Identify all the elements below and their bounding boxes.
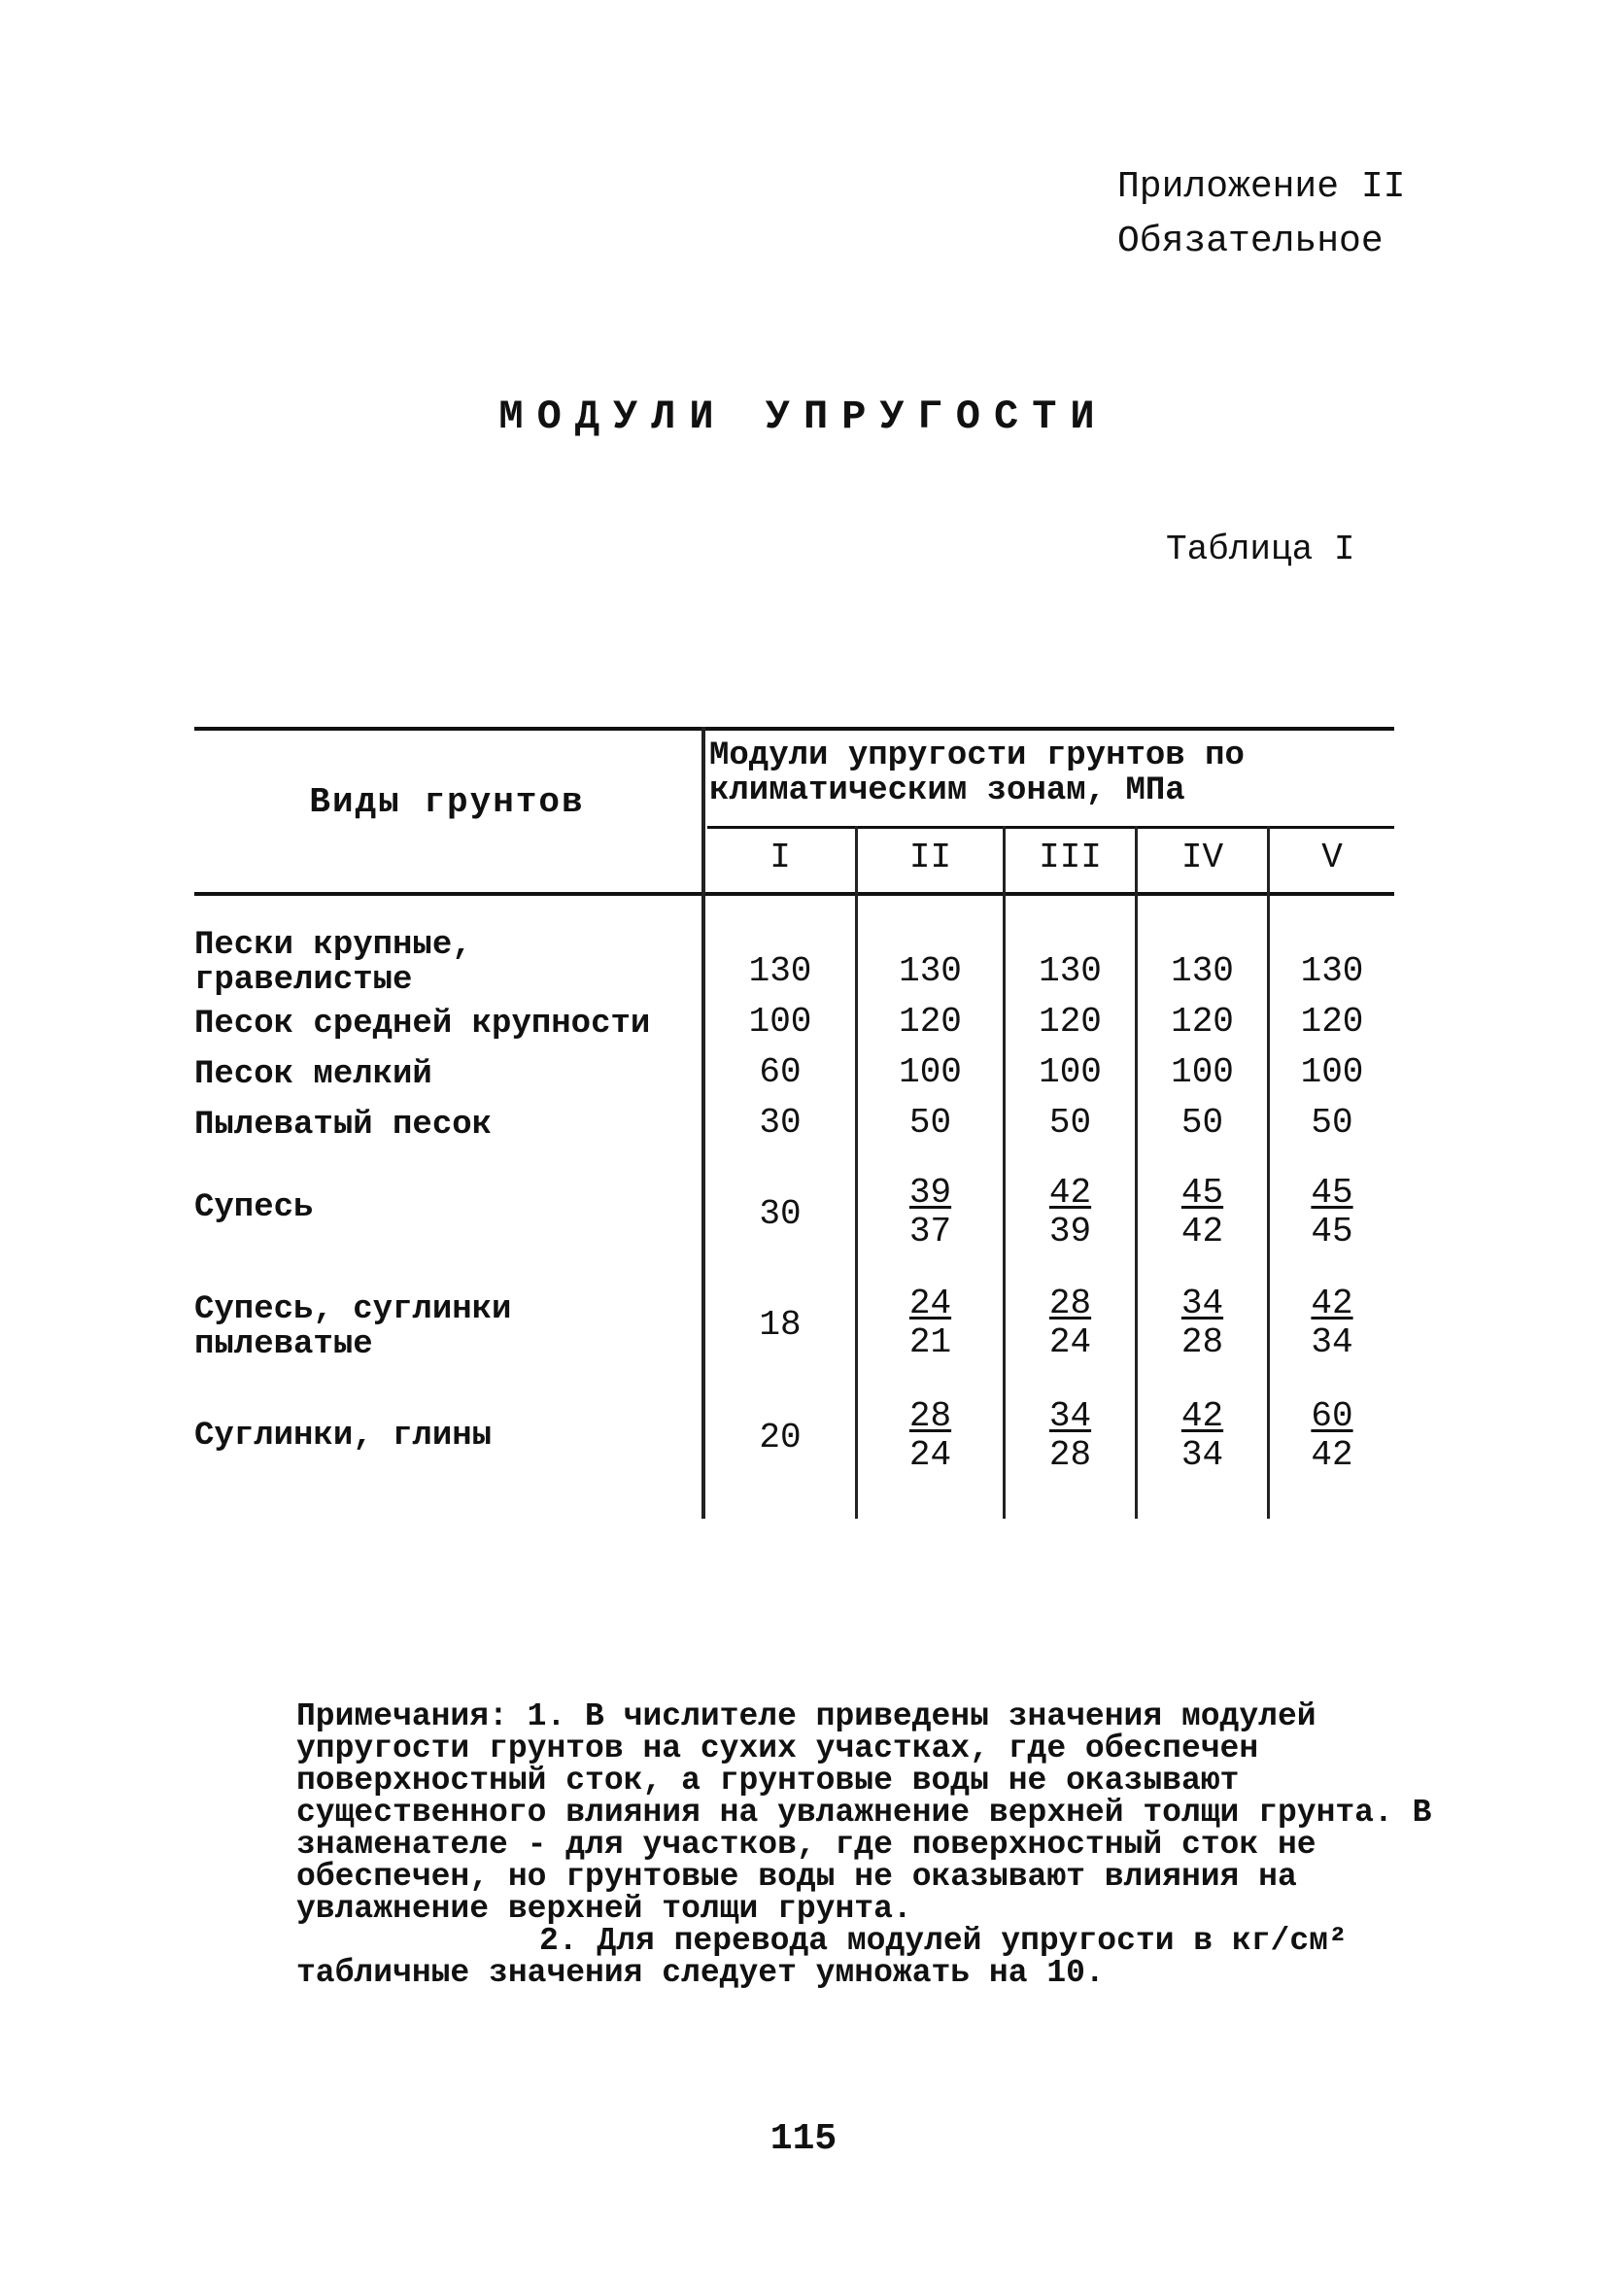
- table-cell: 120: [1300, 1002, 1364, 1042]
- fraction-value: [1006, 1285, 1135, 1362]
- table-cell: 20: [759, 1418, 802, 1457]
- denominator-wet: 34: [1180, 1435, 1224, 1475]
- denominator-wet: 39: [1048, 1212, 1092, 1251]
- table-cell: 30: [759, 1194, 802, 1234]
- zone-header-5: V: [1321, 838, 1343, 877]
- fraction-value: [858, 1397, 1003, 1475]
- numerator-dry: 34: [1048, 1396, 1092, 1436]
- notes: [296, 1700, 1443, 1989]
- table-cell: [1006, 1397, 1135, 1475]
- numerator-dry: 28: [908, 1396, 952, 1436]
- table-cell: 100: [1171, 1052, 1234, 1092]
- table-label: Таблица I: [1166, 530, 1355, 569]
- table-row-label: Супесь: [194, 1189, 314, 1226]
- zone-header-2: II: [908, 838, 952, 877]
- fraction-value: [858, 1174, 1003, 1251]
- table-cell: [1138, 1285, 1267, 1362]
- table-cell: 100: [748, 1002, 812, 1042]
- table-cell: 100: [899, 1052, 962, 1092]
- denominator-wet: 45: [1311, 1212, 1353, 1251]
- zone-header-4: IV: [1180, 838, 1224, 877]
- denominator-wet: 42: [1180, 1212, 1224, 1251]
- numerator-dry: 60: [1311, 1396, 1353, 1436]
- numerator-dry: 28: [1048, 1284, 1092, 1323]
- denominator-wet: 21: [908, 1322, 952, 1362]
- table-cell: [1270, 1397, 1394, 1475]
- table-top-rule: [194, 727, 1394, 731]
- note-1: Примечания: 1. В числителе приведены значения модулей упругости грунтов на сухих участках, где обеспечен поверхностный сток, а грунтовые воды не оказывают существенного влияния на увлажнение верхней толщи грунта. В знаменателе - для участков, где поверхностный сток не обеспечен, но грунтовые воды не оказывают влияния на увлажнение верхней толщи грунта.: [296, 1698, 1432, 1927]
- denominator-wet: 34: [1311, 1322, 1353, 1362]
- header-bottom-rule: [194, 892, 1394, 896]
- table-row-label: Пески крупные, гравелистые: [194, 927, 472, 999]
- table-cell: 60: [759, 1052, 802, 1092]
- table-cell: [1006, 1174, 1135, 1251]
- page-title: МОДУЛИ УПРУГОСТИ: [498, 394, 1109, 440]
- numerator-dry: 24: [908, 1284, 952, 1323]
- table-cell: 50: [1180, 1103, 1224, 1143]
- table-cell: 120: [1171, 1002, 1234, 1042]
- numerator-dry: 42: [1048, 1173, 1092, 1213]
- table-cell: 50: [908, 1103, 952, 1143]
- denominator-wet: 28: [1048, 1435, 1092, 1475]
- denominator-wet: 42: [1311, 1435, 1353, 1475]
- table-row-label: Супесь, суглинки пылеватые: [194, 1291, 512, 1363]
- fraction-value: [1270, 1397, 1394, 1475]
- fraction-value: [1006, 1174, 1135, 1251]
- fraction-value: [1138, 1174, 1267, 1251]
- denominator-wet: 28: [1180, 1322, 1224, 1362]
- table-cell: [1138, 1174, 1267, 1251]
- appendix-status: Обязательное: [1117, 221, 1384, 262]
- table-cell: 50: [1311, 1103, 1353, 1143]
- appendix-label: [1117, 160, 1405, 269]
- zones-rule: [707, 826, 1394, 829]
- table-cell: [858, 1397, 1003, 1475]
- fraction-value: [1006, 1397, 1135, 1475]
- table-cell: [1270, 1174, 1394, 1251]
- column-header-soil-types: Виды грунтов: [309, 782, 585, 822]
- table-cell: 120: [1039, 1002, 1102, 1042]
- table-cell: 120: [899, 1002, 962, 1042]
- table-cell: 50: [1048, 1103, 1092, 1143]
- page-number: 115: [769, 2118, 838, 2160]
- zone-header-1: I: [769, 838, 791, 877]
- appendix-number: Приложение II: [1117, 166, 1406, 208]
- zone-header-3: III: [1039, 838, 1102, 877]
- table-cell: [858, 1285, 1003, 1362]
- denominator-wet: 37: [908, 1212, 952, 1251]
- table-cell: 130: [899, 951, 962, 991]
- denominator-wet: 24: [1048, 1322, 1092, 1362]
- table-cell: [1006, 1285, 1135, 1362]
- numerator-dry: 45: [1180, 1173, 1224, 1213]
- numerator-dry: 45: [1311, 1173, 1353, 1213]
- table-cell: 130: [748, 951, 812, 991]
- table-cell: 130: [1300, 951, 1364, 991]
- table-cell: [858, 1174, 1003, 1251]
- denominator-wet: 24: [908, 1435, 952, 1475]
- table-cell: 30: [759, 1103, 802, 1143]
- fraction-value: [1270, 1174, 1394, 1251]
- table-cell: [1138, 1397, 1267, 1475]
- numerator-dry: 42: [1311, 1284, 1353, 1323]
- fraction-value: [858, 1285, 1003, 1362]
- table-row-label: Песок мелкий: [194, 1056, 432, 1093]
- table-cell: [1270, 1285, 1394, 1362]
- table-cell: 100: [1039, 1052, 1102, 1092]
- table-cell: 100: [1300, 1052, 1364, 1092]
- table-cell: 130: [1171, 951, 1234, 991]
- fraction-value: [1138, 1285, 1267, 1362]
- fraction-value: [1138, 1397, 1267, 1475]
- numerator-dry: 34: [1180, 1284, 1224, 1323]
- numerator-dry: 42: [1180, 1396, 1224, 1436]
- table-row-label: Пылеватый песок: [194, 1107, 493, 1144]
- table-row-label: Суглинки, глины: [194, 1418, 493, 1455]
- numerator-dry: 39: [908, 1173, 952, 1213]
- table-row-label: Песок средней крупности: [194, 1006, 651, 1043]
- fraction-value: [1270, 1285, 1394, 1362]
- table-cell: 130: [1039, 951, 1102, 991]
- column-header-modulus: Модули упругости грунтов по климатическим зонам, МПа: [709, 737, 1245, 809]
- note-2: 2. Для перевода модулей упругости в кг/см² табличные значения следует умножать на 10.: [296, 1923, 1348, 1991]
- table-cell: 18: [759, 1305, 802, 1345]
